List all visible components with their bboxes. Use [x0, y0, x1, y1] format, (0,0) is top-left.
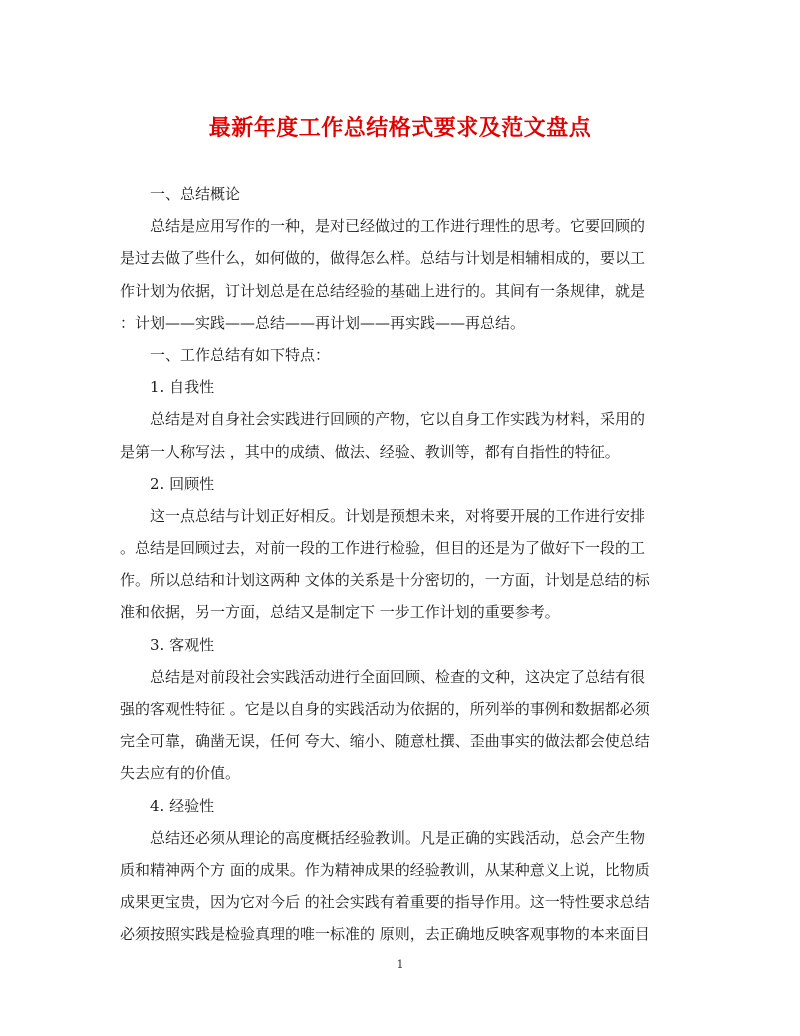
text-line: 2. 回顾性	[150, 474, 215, 493]
text-line: ：计划——实践——总结——再计划——再实践——再总结。	[120, 313, 526, 332]
text-line: 完全可靠，确凿无误，任何 夸大、缩小、随意杜撰、歪曲事实的做法都会使总结	[120, 732, 650, 751]
text-line: 一、总结概论	[150, 185, 241, 203]
text-line: 1. 自我性	[150, 378, 215, 397]
document-title: 最新年度工作总结格式要求及范文盘点	[208, 115, 592, 141]
page-number: 1	[396, 958, 404, 971]
text-line: 总结是应用写作的一种，是对已经做过的工作进行理性的思考。它要回顾的	[150, 217, 646, 236]
text-line: 总结是对自身社会实践进行回顾的产物，它以自身工作实践为材料，采用的	[150, 410, 646, 429]
text-line: 必须按照实践是检验真理的唯一标准的 原则，去正确地反映客观事物的本来面目	[120, 925, 650, 944]
text-line: 3. 客观性	[150, 635, 215, 654]
text-line: 一、工作总结有如下特点：	[150, 345, 331, 364]
text-line: 总结还必须从理论的高度概括经验教训。凡是正确的实践活动，总会产生物	[150, 828, 646, 847]
text-line: 作计划为依据，订计划总是在总结经验的基础上进行的。其间有一条规律，就是	[120, 281, 646, 300]
text-line: 作。所以总结和计划这两种 文体的关系是十分密切的，一方面，计划是总结的标	[120, 571, 650, 590]
text-line: 。总结是回顾过去，对前一段的工作进行检验，但目的还是为了做好下一段的工	[120, 539, 646, 558]
text-line: 这一点总结与计划正好相反。计划是预想未来，对将要开展的工作进行安排	[150, 506, 646, 525]
text-line: 是第一人称写法 ，其中的成绩、做法、经验、教训等，都有自指性的特征。	[120, 442, 620, 461]
text-line: 质和精神两个方 面的成果。作为精神成果的经验教训，从某种意义上说，比物质	[120, 860, 650, 879]
document-body	[120, 178, 680, 951]
text-line: 4. 经验性	[150, 796, 215, 815]
text-line: 成果更宝贵，因为它对今后 的社会实践有着重要的指导作用。这一特性要求总结	[120, 893, 650, 912]
text-line: 是过去做了些什么，如何做的，做得怎么样。总结与计划是相辅相成的，要以工	[120, 249, 646, 268]
text-line: 准和依据，另一方面，总结又是制定下 一步工作计划的重要参考。	[120, 603, 560, 622]
text-line: 强的客观性特征 。它是以自身的实践活动为依据的，所列举的事例和数据都必须	[120, 700, 650, 718]
text-line: 失去应有的价值。	[120, 764, 241, 783]
text-line: 总结是对前段社会实践活动进行全面回顾、检查的文种，这决定了总结有很	[150, 667, 646, 686]
